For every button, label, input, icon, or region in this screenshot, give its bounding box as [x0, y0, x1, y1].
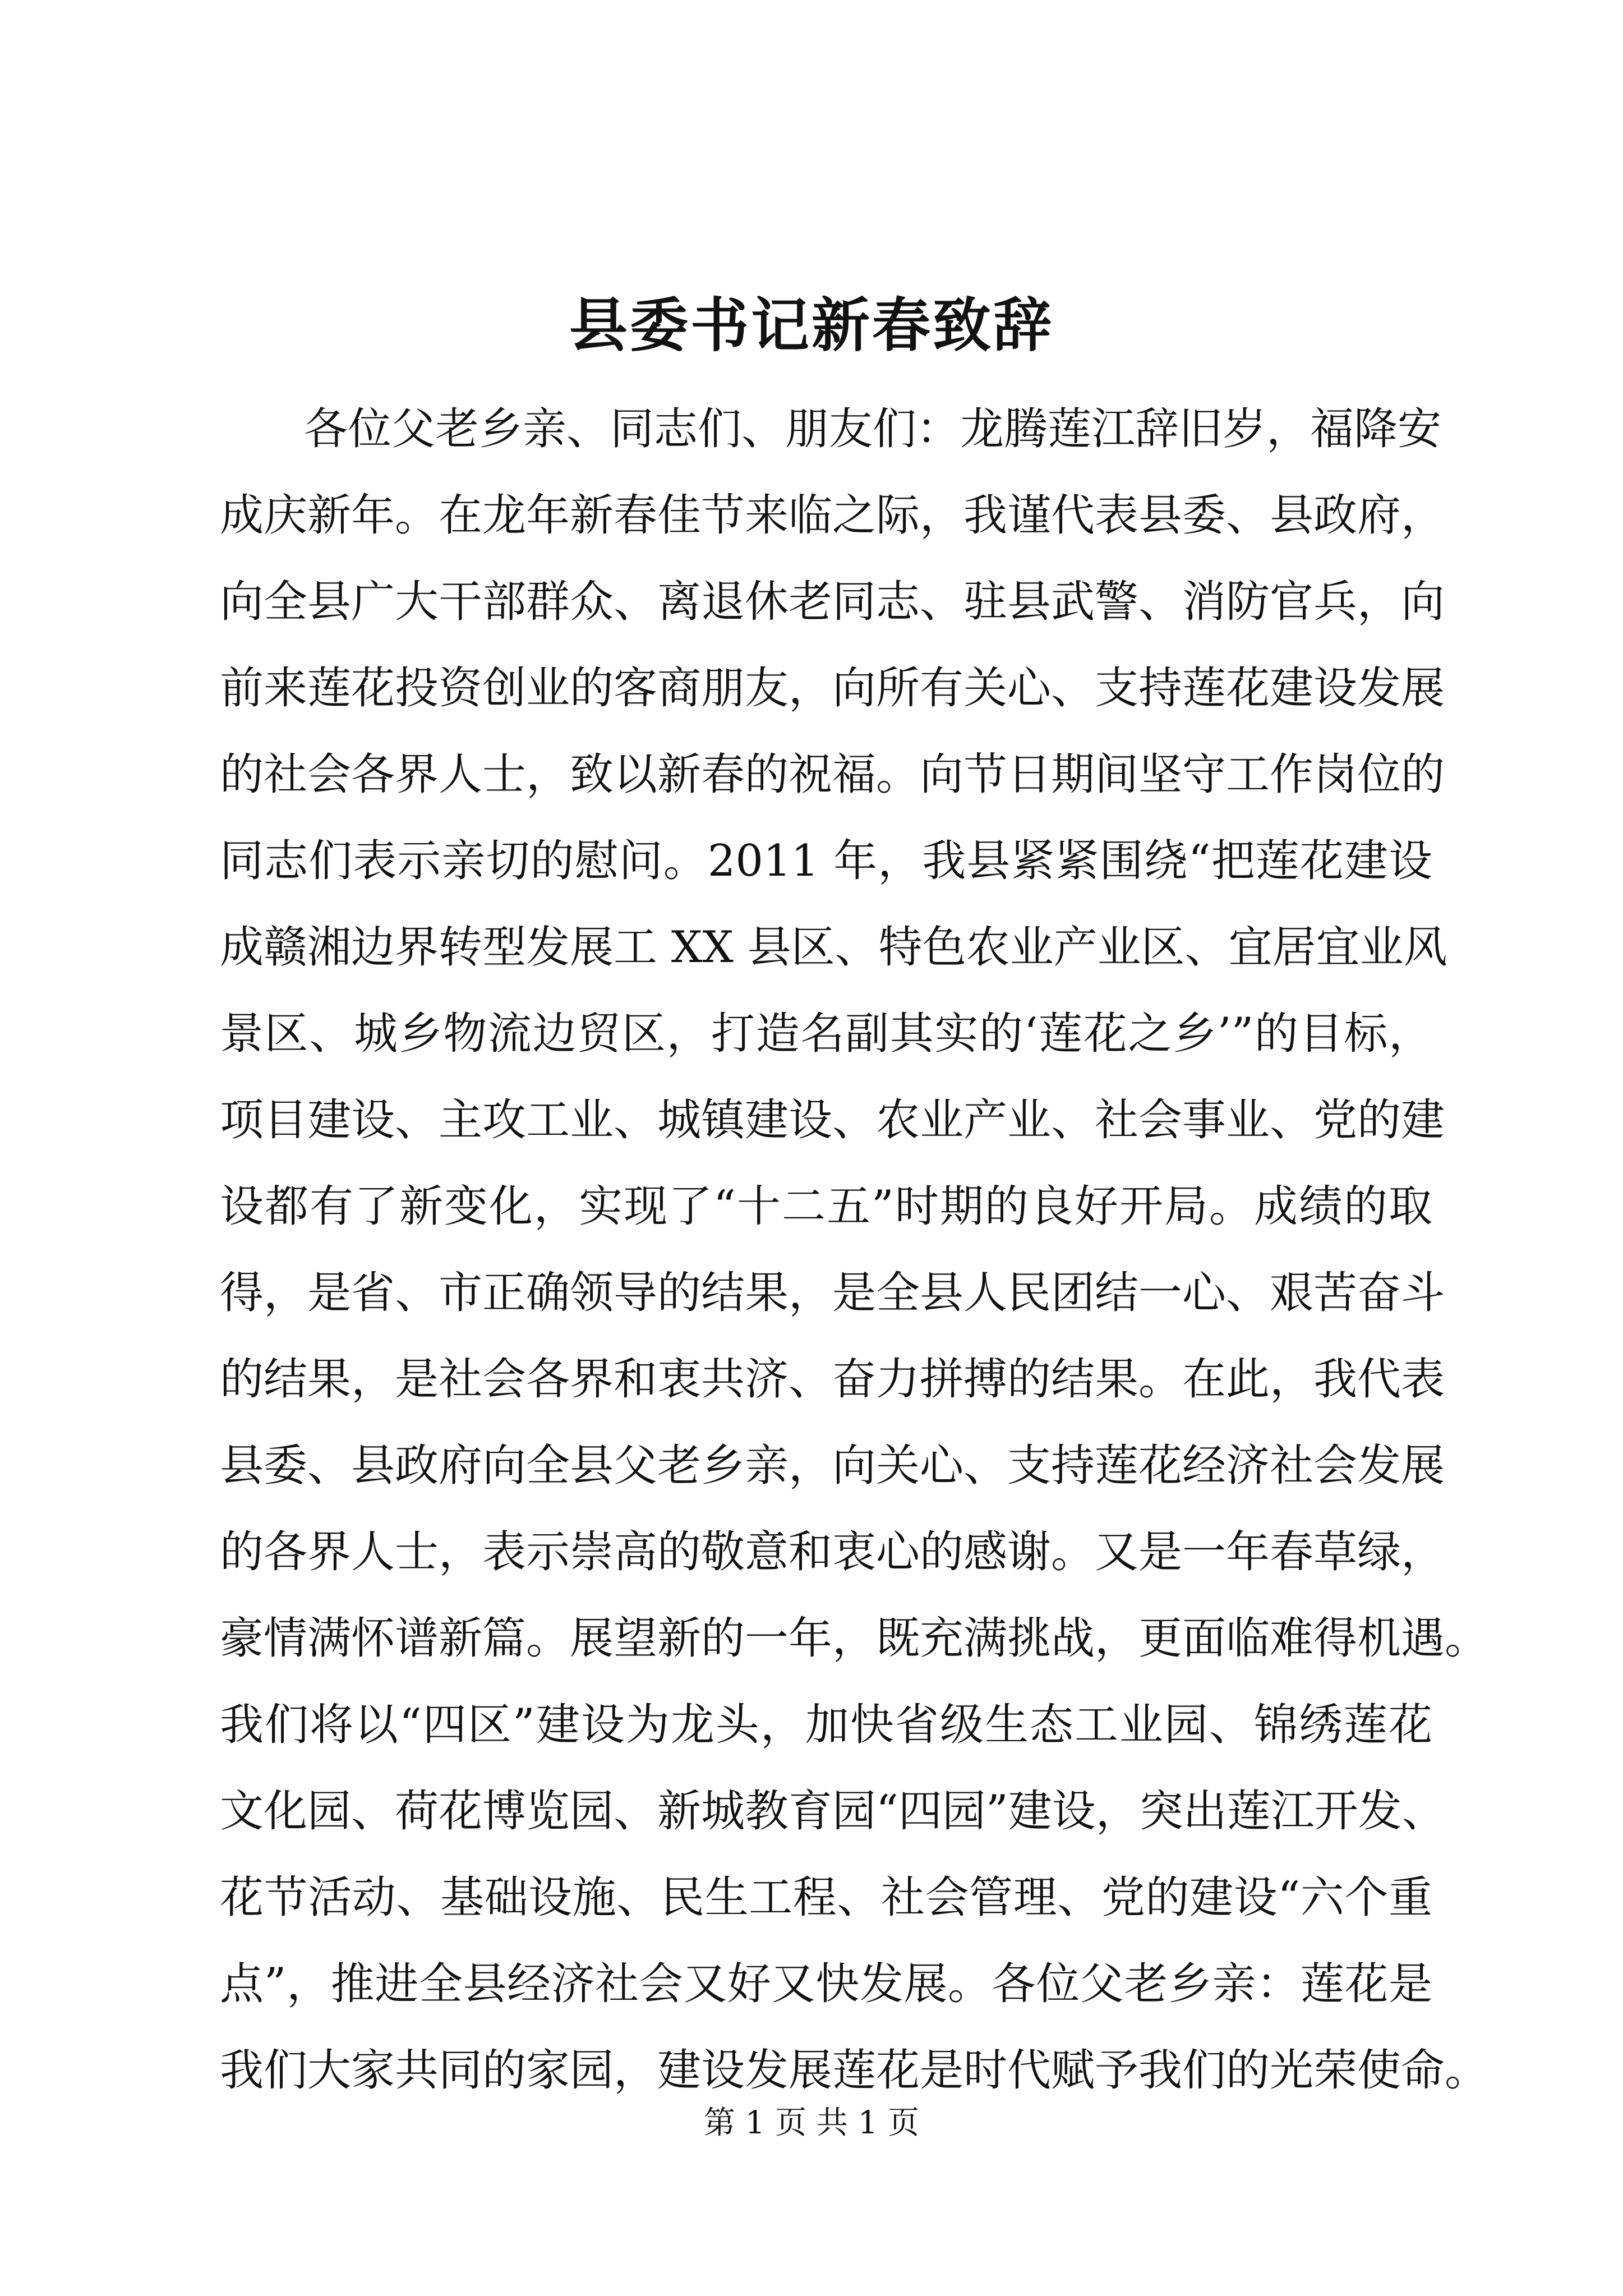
body-line: 得，是省、市正确领导的结果，是全县人民团结一心、艰苦奋斗	[220, 1268, 1445, 1318]
body-line: 豪情满怀谱新篇。展望新的一年，既充满挑战，更面临难得机遇。	[220, 1613, 1489, 1664]
body-line: 我们大家共同的家园，建设发展莲花是时代赋予我们的光荣使命。	[220, 2045, 1489, 2096]
body-line: 县委、县政府向全县父老乡亲，向关心、支持莲花经济社会发展	[220, 1441, 1445, 1491]
body-line: 成庆新年。在龙年新春佳节来临之际，我谨代表县委、县政府，	[220, 490, 1445, 541]
body-line: 点”，推进全县经济社会又好又快发展。各位父老乡亲：莲花是	[220, 1959, 1432, 2009]
body-line: 成赣湘边界转型发展工 XX 县区、特色农业产业区、宜居宜业风	[220, 922, 1447, 973]
body-line: 的结果，是社会各界和衷共济、奋力拼搏的结果。在此，我代表	[220, 1354, 1445, 1405]
body-line: 设都有了新变化，实现了“十二五”时期的良好开局。成绩的取	[220, 1181, 1432, 1232]
body-line: 的社会各界人士，致以新春的祝福。向节日期间坚守工作岗位的	[220, 749, 1445, 800]
body-line: 景区、城乡物流边贸区，打造名副其实的‘莲花之乡’”的目标，	[220, 1009, 1432, 1059]
document-body	[220, 386, 1489, 2114]
body-line: 向全县广大干部群众、离退休老同志、驻县武警、消防官兵，向	[220, 577, 1445, 627]
body-line: 前来莲花投资创业的客商朋友，向所有关心、支持莲花建设发展	[220, 663, 1445, 714]
body-line: 我们将以“四区”建设为龙头，加快省级生态工业园、锦绣莲花	[220, 1700, 1432, 1750]
body-line: 的各界人士，表示崇高的敬意和衷心的感谢。又是一年春草绿，	[220, 1527, 1445, 1577]
body-line: 同志们表示亲切的慰问。2011 年，我县紧紧围绕“把莲花建设	[220, 836, 1432, 886]
page-number-footer: 第 1 页 共 1 页	[703, 2105, 920, 2141]
body-line: 项目建设、主攻工业、城镇建设、农业产业、社会事业、党的建	[220, 1095, 1445, 1145]
body-line: 各位父老乡亲、同志们、朋友们：龙腾莲江辞旧岁，福降安	[304, 404, 1442, 454]
body-line: 花节活动、基础设施、民生工程、社会管理、党的建设“六个重	[220, 1872, 1432, 1923]
body-line: 文化园、荷花博览园、新城教育园“四园”建设，突出莲江开发、	[220, 1786, 1446, 1837]
document-title: 县委书记新春致辞	[569, 291, 1054, 360]
